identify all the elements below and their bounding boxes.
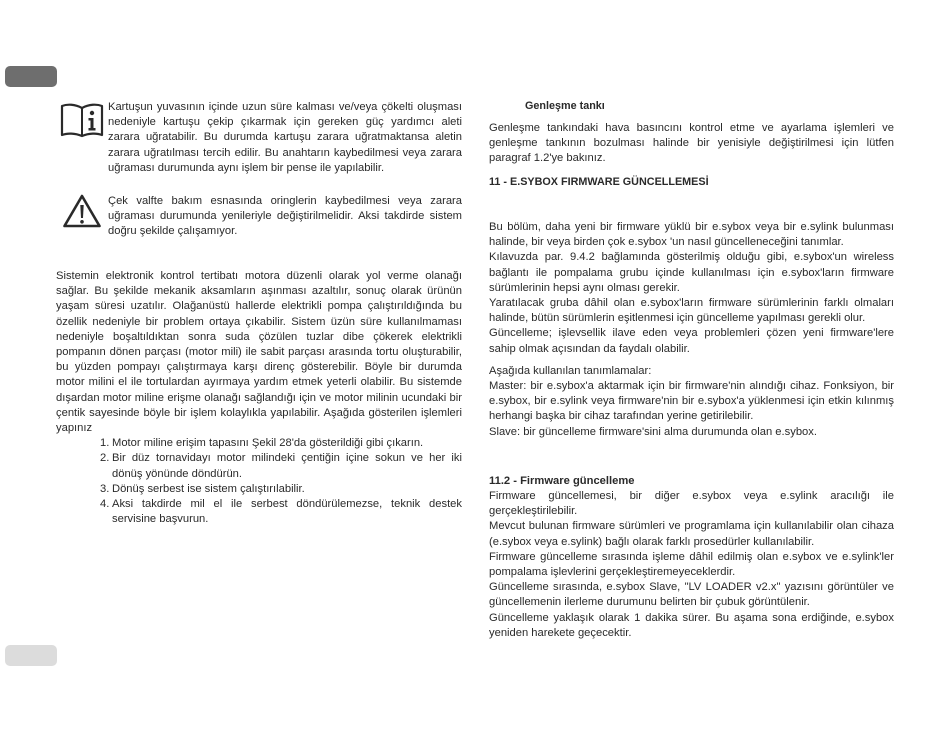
step-number: 4.	[100, 498, 110, 511]
paragraph: Mevcut bulunan firmware sürümleri ve programlama için kullanılabilir olan cihaza (e.sybox veya e.sylink) bağlı olarak farklı prosedürler kullanılabilir.	[489, 520, 894, 548]
warning-note-text: Çek valfte bakım esnasında oringlerin kaybedilmesi veya zarara uğraması durumunda yenileriyle değiştirilmelidir. Aksi takdirde sistem doğru şekilde çalışamıyor.	[108, 195, 462, 238]
info-note-text: Kartuşun yuvasının içinde uzun süre kalması ve/veya çökelti oluşması nedeniyle kartuşu çekip çıkarmak için gereken güç yardımcı aleti zarara uğratabilir. Bu durumda kartuşu zarara uğratmaktansa aletin zarara uğratılması tercih edilir. Bu anahtarın kaybedilmesi veya zarara uğraması durumunda aynı işlem bir pense ile yapılabilir.	[108, 101, 462, 174]
list-item	[100, 436, 462, 451]
paragraph: Güncelleme sırasında, e.sybox Slave, "LV LOADER v2.x" yazısını görüntüler ve güncellemenin ilerleme durumunu belirten bir çubuk görüntülenir.	[489, 581, 894, 609]
firmware-update-subheading: 11.2 - Firmware güncelleme	[489, 475, 635, 487]
step-text: Motor miline erişim tapasını Şekil 28'da gösterildiği gibi çıkarın.	[112, 437, 424, 450]
master-definition: Master: bir e.sybox'a aktarmak için bir firmware'nin alındığı cihaz. Fonksiyon, bir e.sybox, bir e.sylink veya firmware'nin bir e.sybox'a yüklenmesi için etkin kılınmış herhangi başka bir cihaz tarafından yerine getirilebilir.	[489, 380, 894, 423]
motor-shaft-paragraph: Sistemin elektronik kontrol tertibatı motora düzenli olarak yol verme olanağı sağlar. Bu şekilde mekanik aksamların aşınması azaltılır, sonuç olarak ürünün yaşam süresi uzatılır. Olağanüstü hallerde elektrikli pompa çalıştırıldığında bu özellik nedeniyle bir problem ortaya çıkabilir. Sistem üzün süre kullanılmaması nedeniyle boşaltıldıktan sonra suda çözülen tuzlar dibe çökerek elektrikli pompanın dönen parçası (motor mili) ile sabit parçası arasında tortu oluşturabilir, bu yüzden pompayı çalıştırmaya karşı direnç gösterebilir. Böyle bir durumda motor milini el ile tortulardan ayırmaya yardım etmek yeterli olabilir. Bu sistemde dışardan motor miline erişme olanağı sağlandığı için ve motor milinin ucundaki bir çentik sayesinde böyle bir işlem kolaylıkla yapılabilir. Aşağıda gösterilen işlemleri yapınız	[56, 270, 462, 435]
info-book-icon	[60, 102, 104, 138]
procedure-steps	[56, 436, 462, 527]
expansion-tank-text: Genleşme tankındaki hava basıncını kontrol etme ve ayarlama işlemleri ve genleşme tankının bozulması halinde bir yenisiyle değiştirilmesi için lütfen paragraf 1.2'ye bakınız.	[489, 122, 894, 165]
paragraph: Firmware güncelleme sırasında işleme dâhil edilmiş olan e.sybox ve e.sylink'ler pompalama işlevlerini gerçekleştiremeyeceklerdir.	[489, 550, 894, 579]
motor-shaft-section	[56, 269, 462, 527]
step-text: Dönüş serbest ise sistem çalıştırılabilir.	[112, 482, 305, 495]
expansion-tank-heading: Genleşme tankı	[525, 100, 605, 112]
paragraph: Bu bölüm, daha yeni bir firmware yüklü bir e.sybox veya bir e.sylink bulunması halinde, bir veya birden çok e.sybox 'un nasıl güncelleneceğini tanımlar.	[489, 221, 894, 249]
warning-triangle-icon	[62, 193, 102, 229]
paragraph: Güncelleme; işlevsellik ilave eden veya problemleri çözen yeni firmware'lere sahip olmak açısından da faydalı olabilir.	[489, 327, 894, 355]
step-text: Aksi takdirde mil el ile serbest döndürülemezse, teknik destek servisine başvurun.	[112, 498, 462, 526]
slave-definition: Slave: bir güncelleme firmware'sini alma durumunda olan e.sybox.	[489, 425, 817, 438]
page-tab-marker-top	[5, 66, 57, 87]
step-number: 3.	[100, 482, 110, 495]
firmware-intro	[489, 220, 894, 440]
step-text: Bir düz tornavidayı motor milindeki çentiğin içine sokun ve her iki dönüş yönünde döndürün.	[112, 452, 462, 480]
list-item	[100, 497, 462, 527]
firmware-update-text	[489, 489, 894, 641]
paragraph: Kılavuzda par. 9.4.2 bağlamında gösterilmiş olduğu gibi, e.sybox'un wireless bağlantı ile pompalama grubu içinde kullanılması için e.sybox'ların firmware sürümlerinin hepsi aynı olması gerekir.	[489, 251, 894, 294]
step-number: 2.	[100, 452, 110, 465]
step-number: 1.	[100, 437, 110, 450]
list-item	[100, 451, 462, 481]
list-item	[100, 482, 462, 497]
paragraph: Firmware güncellemesi, bir diğer e.sybox veya e.sylink aracılığı ile gerçekleştirilebilir.	[489, 490, 894, 518]
firmware-section-heading: 11 - E.SYBOX FIRMWARE GÜNCELLEMESİ	[489, 176, 709, 188]
paragraph: Yaratılacak gruba dâhil olan e.sybox'ların firmware sürümlerinin farklı olmaları halinde, bütün sürümlerin eşitlenmesi için güncelleme yapılması gerekli olur.	[489, 297, 894, 325]
terms-intro: Aşağıda kullanılan tanımlamalar:	[489, 364, 652, 377]
paragraph: Güncelleme yaklaşık olarak 1 dakika sürer. Bu aşama sona erdiğinde, e.sybox yeniden harekete geçecektir.	[489, 611, 894, 639]
page-tab-marker-bottom	[5, 645, 57, 666]
